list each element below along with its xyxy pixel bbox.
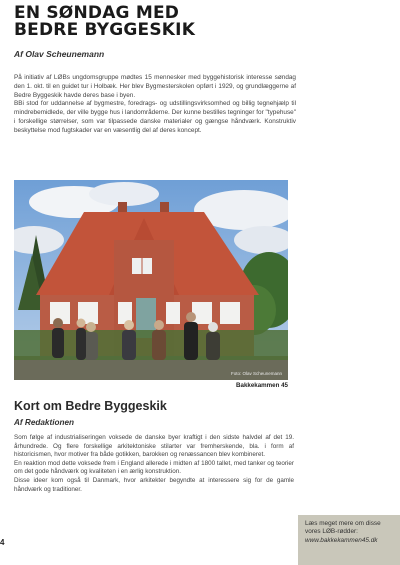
house-photo-illustration [14,180,288,380]
intro-text [14,74,296,136]
section-text [14,434,294,494]
article-title [14,5,334,39]
article-author: Af Olav Scheunemann [14,49,105,59]
article-title-line-1: EN SØNDAG MED [14,3,180,23]
section-paragraph-1: Som følge af industrialiseringen voksede de danske byer kraftigt i den sidste halvdel af det 19. århundrede. Og flere forskellige arkitektoniske stilarter var fremherskende, bla. i form af historicismen, hvor motiver fra både gotikken, barokken og renæssancen blev kombineret. [14,434,294,459]
info-box [298,515,400,565]
section-author: Af Redaktionen [14,418,75,427]
info-box-link[interactable]: www.bakkekammen45.dk [305,536,378,544]
house-photo [14,180,288,380]
section-paragraph-2: En reaktion mod dette voksede frem i England allerede i midten af 1800 tallet, med tanker og teorier om det gode håndværk og kvaliteten i en ærlig konstruktion. [14,459,294,476]
article-title-line-2: BEDRE BYGGESKIK [14,20,196,40]
intro-paragraph-1: På initiativ af LØBs ungdomsgruppe mødtes 15 mennesker med byggehistorisk interesse søndag den 1. okt. til en guidet tur i Holbæk. Her blev Bygmesterskolen opført i 1929, og grundlæggerne af Bedre Byggeskik havde deres base i byen. [14,74,296,99]
photo-credit: Foto: Olav Scheunemann [230,371,282,376]
section-title: Kort om Bedre Byggeskik [14,399,167,413]
photo-caption: Bakkekammen 45 [236,382,288,389]
intro-paragraph-2: BBi stod for uddannelse af bygmestre, foredrags- og udstillingsvirksomhed og billig tegnehjælp til mindrebemidlede, der ville bygge hus i landområderne. Der kunne bestilles tegninger for "typehuse" i forskellige størrelser, som var tilpassede danske materialer og gængse håndværk. Konstruktiv beskyttelse mod fugtskader var en væsentlig del af deres koncept. [14,100,296,134]
info-box-content [305,520,397,545]
section-paragraph-3: Disse ideer kom også til Danmark, hvor arkitekter begyndte at interessere sig for de gamle håndværk og traditioner. [14,476,294,493]
info-box-text: Læs meget mere om disse vores LØB-rødder: [305,520,381,536]
page-number: 4 [0,538,5,547]
